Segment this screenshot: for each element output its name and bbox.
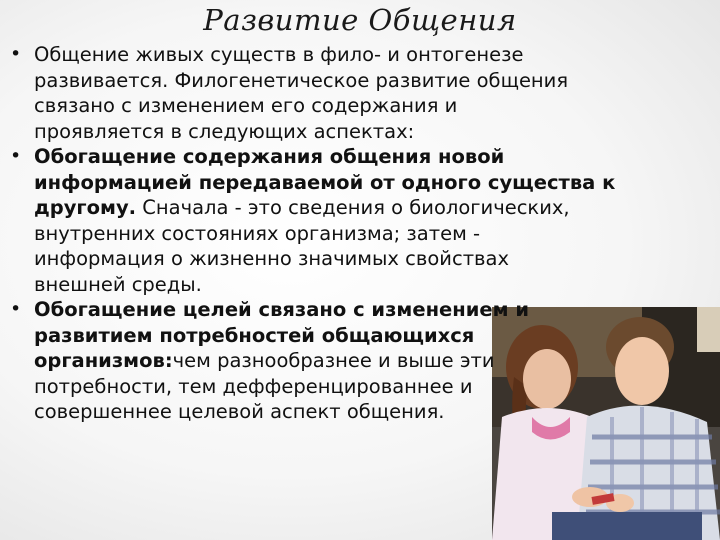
- normal-text: Сначала - это сведения о биологических,: [136, 196, 570, 219]
- normal-text: информация о жизненно значимых свойствах: [34, 247, 510, 270]
- bullet-line: [34, 42, 548, 68]
- bullet-line: [34, 297, 548, 323]
- bullet-line: [34, 170, 616, 196]
- normal-text: проявляется в следующих аспектах:: [34, 119, 415, 143]
- bullet-line: [34, 93, 548, 119]
- bullet-item: [8, 297, 548, 425]
- normal-text: внешней среды.: [34, 272, 202, 296]
- bullet-line: [34, 119, 548, 145]
- bullet-line: [34, 272, 548, 298]
- normal-text: связано с изменением его содержания и: [34, 94, 458, 117]
- bullet-line: [34, 323, 548, 349]
- bold-text: другому.: [34, 196, 137, 219]
- bullet-line: [34, 348, 548, 374]
- bold-text: Обогащение целей связано с изменением и: [34, 298, 530, 321]
- bullet-line: [34, 195, 570, 221]
- bullet-line: [34, 246, 548, 272]
- bullet-item: [8, 144, 616, 297]
- bullet-line: [34, 144, 548, 170]
- normal-text: совершеннее целевой аспект общения.: [34, 400, 445, 423]
- normal-text: внутренних состояниях организма; затем -: [34, 221, 481, 245]
- bold-text: информацией передаваемой от одного существа к: [34, 170, 616, 194]
- normal-text: чем разнообразнее и выше эти: [172, 349, 495, 372]
- bullet-list: [8, 42, 616, 425]
- bold-text: организмов:: [34, 349, 173, 372]
- bold-text: Обогащение содержания общения новой: [34, 145, 505, 168]
- bullet-line: [34, 399, 548, 425]
- bullet-line: [34, 221, 548, 247]
- normal-text: потребности, тем дефференцированнее и: [34, 374, 473, 398]
- bullet-marker: •: [10, 43, 22, 65]
- bullet-line: [34, 374, 548, 400]
- bullet-marker: •: [10, 145, 22, 167]
- normal-text: Общение живых существ в фило- и онтогенезе: [34, 43, 524, 66]
- normal-text: развивается. Филогенетическое развитие общения: [34, 68, 569, 92]
- bullet-marker: •: [10, 298, 22, 320]
- slide-title: Развитие Общения: [203, 3, 517, 37]
- bold-text: развитием потребностей общающихся: [34, 323, 475, 347]
- bullet-item: [8, 42, 569, 144]
- bullet-line: [34, 68, 569, 94]
